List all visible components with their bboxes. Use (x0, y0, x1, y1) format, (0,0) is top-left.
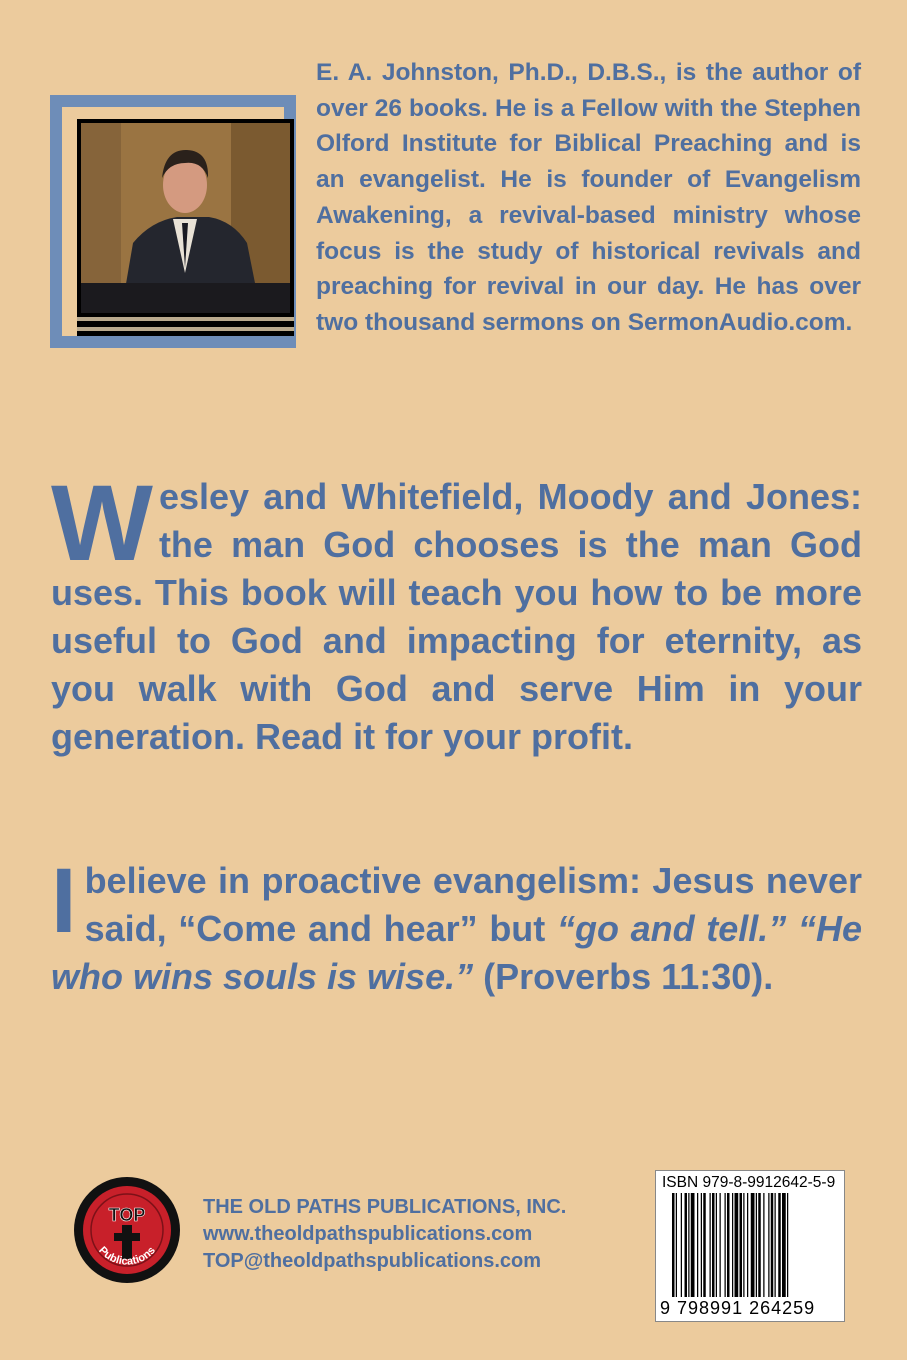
barcode-bar (782, 1193, 786, 1297)
publisher-info (203, 1194, 566, 1275)
barcode-bar (787, 1193, 788, 1297)
logo-ring-text: Publications (96, 1244, 158, 1268)
barcode-bar (778, 1193, 781, 1297)
isbn-barcode-box (655, 1170, 845, 1322)
publisher-email[interactable]: TOP@theoldpathspublications.com (203, 1250, 542, 1272)
logo-top-text: TOP (108, 1205, 146, 1225)
barcode-bar (747, 1193, 748, 1297)
barcode-bar (758, 1193, 761, 1297)
description-text: esley and Whitefield, Moody and Jones: the man God chooses is the man God uses. This book will teach you how to be more useful to God and impacting for eternity, as you walk with God and serve Him in your generation. Read it for your profit. (51, 476, 862, 757)
author-photo-scene (81, 123, 290, 313)
author-photo-mat (62, 107, 284, 336)
photo-band (77, 317, 294, 321)
photo-band (77, 327, 294, 331)
dropcap-letter: W (51, 462, 153, 583)
barcode-bar (768, 1193, 769, 1297)
author-photo (77, 119, 294, 336)
barcode-bar (691, 1193, 695, 1297)
barcode-bar (751, 1193, 755, 1297)
author-bio: E. A. Johnston, Ph.D., D.B.S., is the author of over 26 books. He is a Fellow with the Stephen Olford Institute for Biblical Preaching and is an evangelist. He is founder of Evangelism Awakening, a revival-based ministry whose focus is the study of historical revivals and preaching for revival in our day. He has over two thousand sermons on SermonAudio.com. (316, 59, 861, 336)
barcode-bar (725, 1193, 726, 1297)
author-photo-frame (50, 95, 296, 348)
top-publications-logo (72, 1175, 182, 1285)
barcode-bar (720, 1193, 721, 1297)
barcode-bar (756, 1193, 757, 1297)
go-and-tell-quote: “go and tell.” (556, 908, 787, 949)
barcode-bar (775, 1193, 776, 1297)
dropcap-letter: I (51, 850, 77, 952)
publisher-website[interactable]: www.theoldpathspublications.com (203, 1223, 533, 1245)
barcode-bar (672, 1193, 675, 1297)
barcode-bar (740, 1193, 743, 1297)
barcode-bar (743, 1193, 744, 1297)
proverbs-reference: (Proverbs 11:30). (473, 956, 774, 997)
wins-souls-quote: “He who wins souls is wise.” (51, 908, 862, 997)
barcode-bar (697, 1193, 698, 1297)
barcode-bar (676, 1193, 677, 1297)
belief-text: believe in proactive evangelism: Jesus never said, “Come and hear” but (84, 860, 862, 949)
barcode-bar (688, 1193, 689, 1297)
barcode-digits: 9 798991 264259 (660, 1298, 816, 1318)
barcode-bar (701, 1193, 702, 1297)
barcode-bar (763, 1193, 764, 1297)
barcode-bar (712, 1193, 715, 1297)
preacher-illustration (81, 123, 290, 313)
barcode-bar (685, 1193, 688, 1297)
belief-paragraph (51, 850, 862, 1001)
barcode-bar (681, 1193, 682, 1297)
barcode-bar (732, 1193, 733, 1297)
isbn-label: ISBN 979-8-9912642-5-9 (662, 1174, 836, 1191)
description-paragraph (51, 462, 862, 761)
barcode-bar (716, 1193, 717, 1297)
barcode-bar (735, 1193, 739, 1297)
barcode-bar (710, 1193, 711, 1297)
barcode-bar (727, 1193, 730, 1297)
publisher-name: THE OLD PATHS PUBLICATIONS, INC. (203, 1196, 567, 1218)
barcode-bar (771, 1193, 774, 1297)
barcode (670, 1193, 835, 1299)
barcode-bar (703, 1193, 706, 1297)
